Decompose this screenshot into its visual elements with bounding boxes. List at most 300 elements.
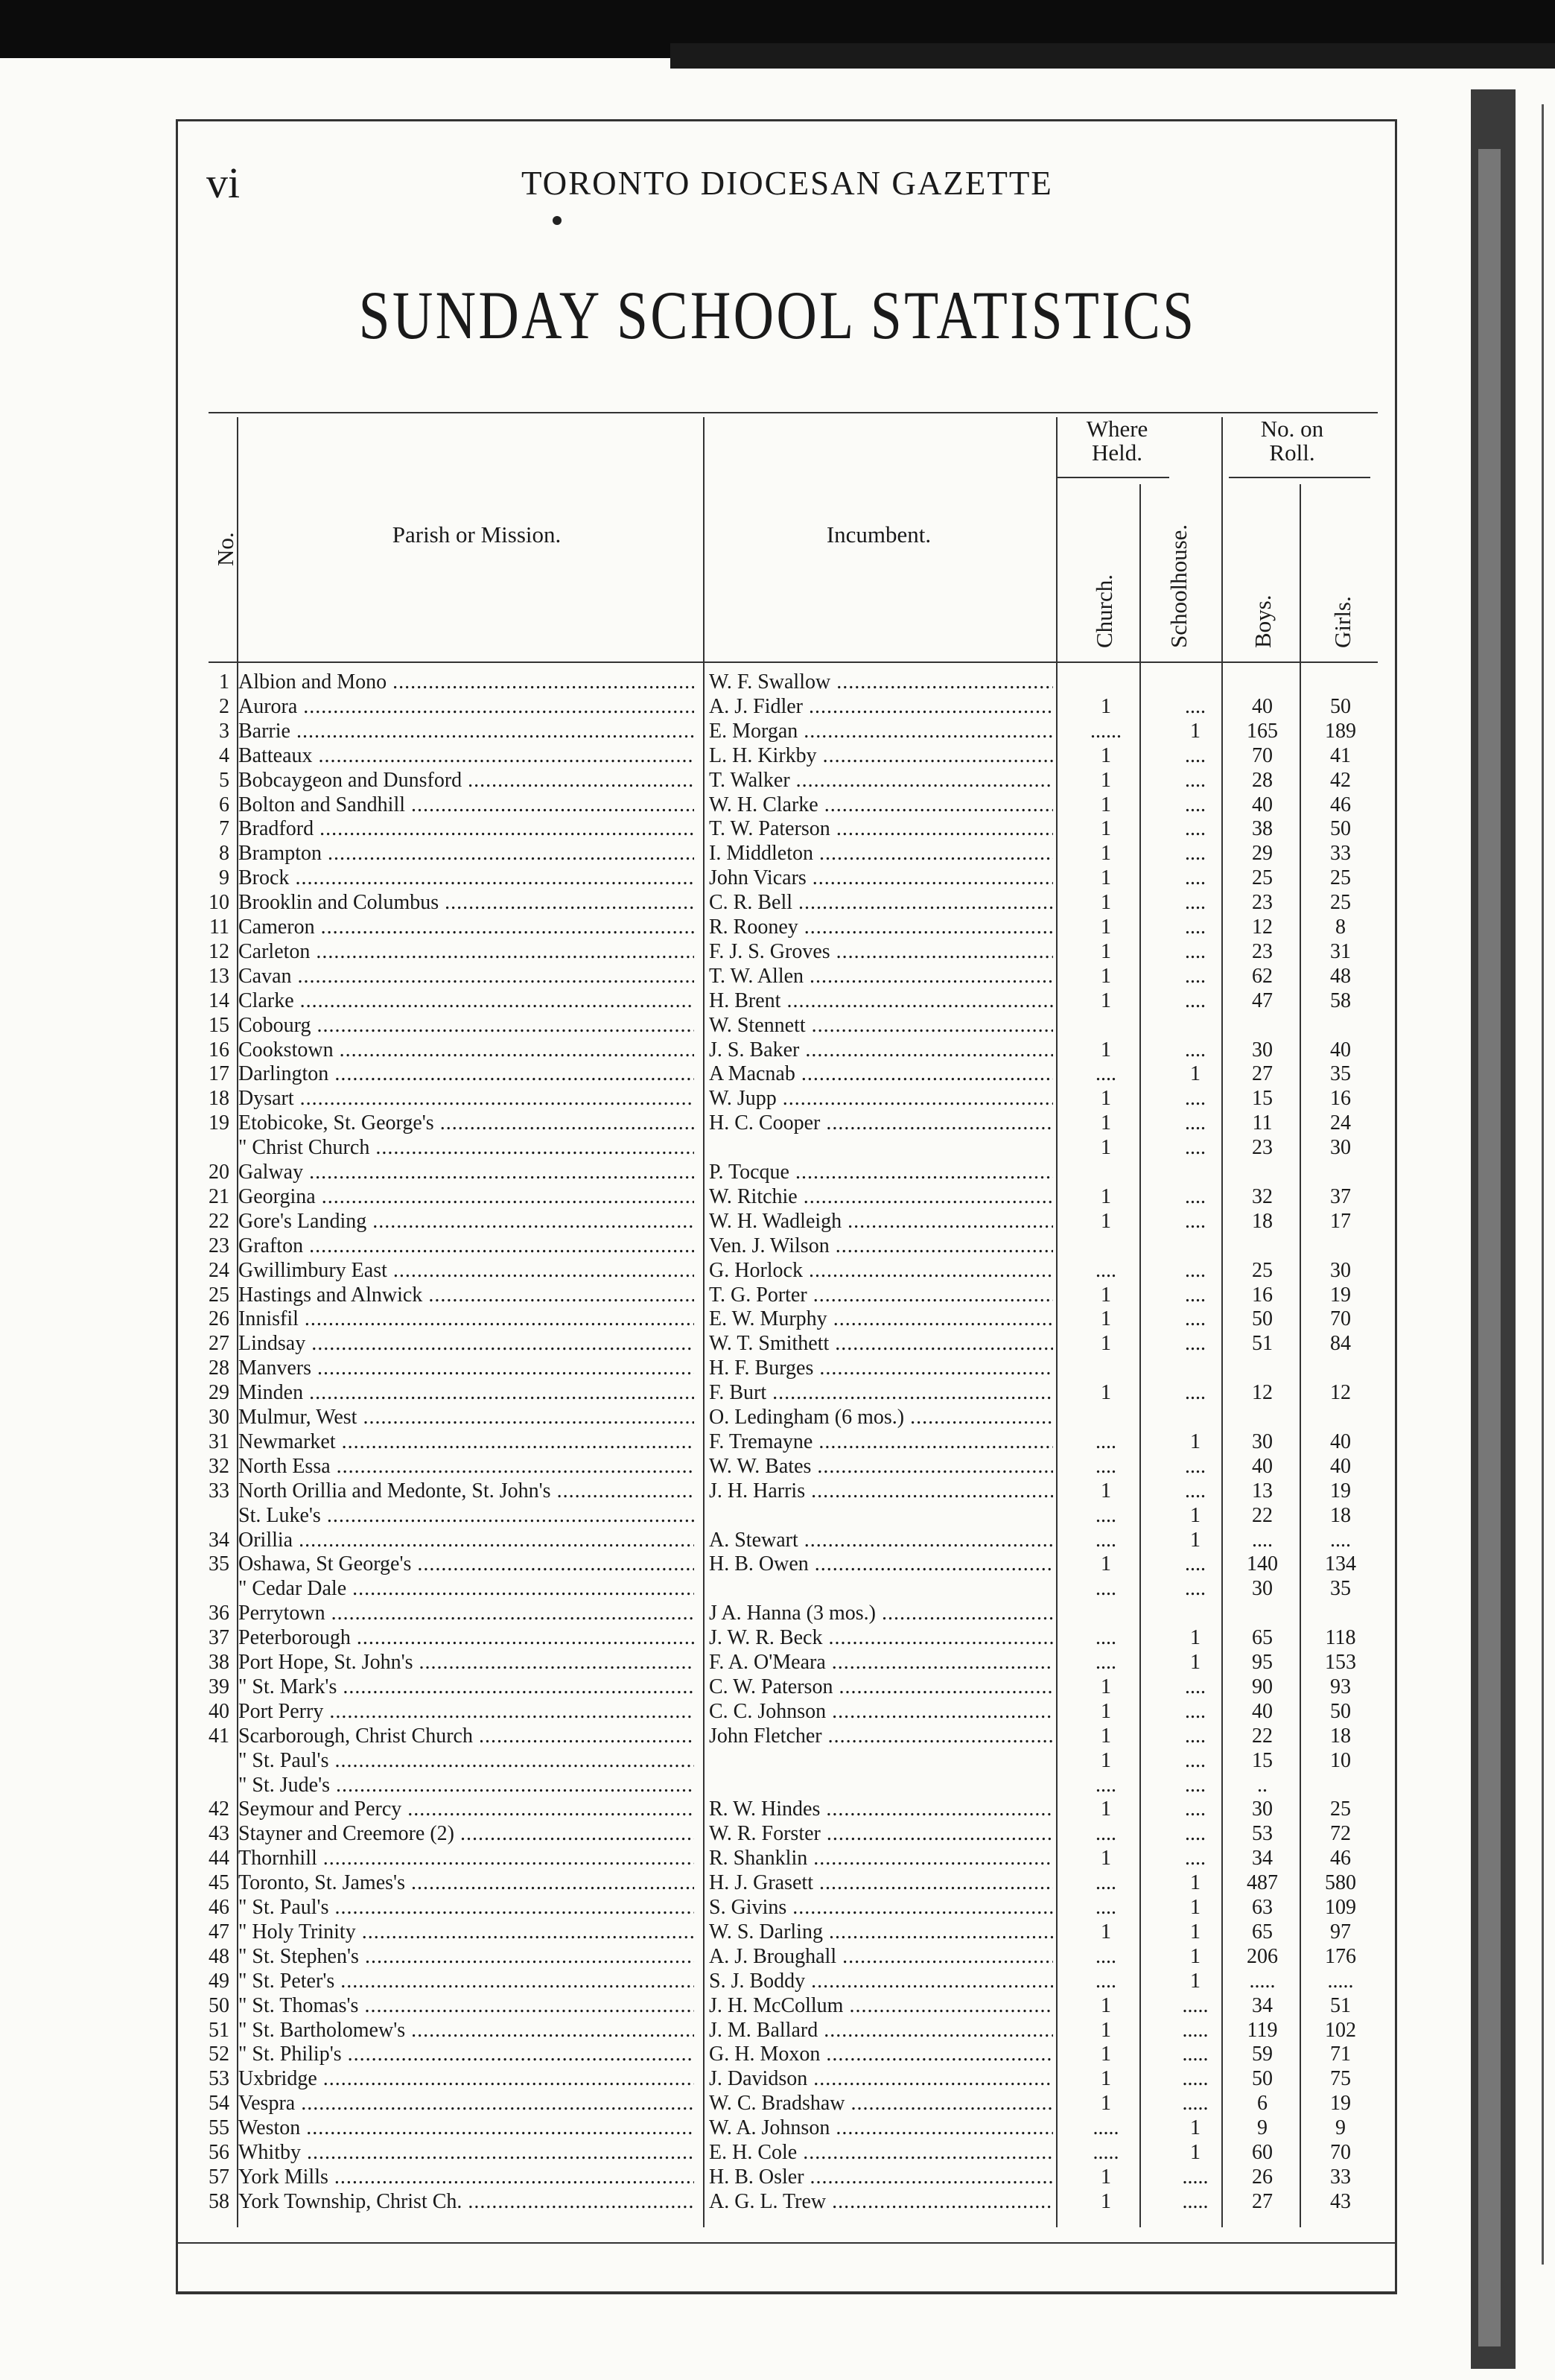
boys-count: 47: [1252, 989, 1273, 1012]
church-count: 1: [1101, 2092, 1111, 2116]
table-row: [0, 1356, 1555, 1380]
church-count: 1: [1101, 891, 1111, 915]
schoolhouse-count: ....: [1185, 1724, 1206, 1748]
incumbent-name: W. C. Bradshaw .....: [709, 2092, 1053, 2116]
table-row: [0, 1675, 1555, 1699]
row-number: 31: [209, 1429, 229, 1453]
parish-name: Barrie .....: [238, 720, 694, 743]
parish-name: Seymour and Percy .....: [238, 1797, 694, 1821]
girls-count: 42: [1330, 768, 1351, 792]
girls-count: 134: [1325, 1552, 1356, 1576]
row-number: 27: [209, 1332, 229, 1356]
boys-count: 40: [1252, 1454, 1273, 1478]
girls-count: 25: [1330, 891, 1351, 915]
boys-count: 30: [1252, 1797, 1273, 1821]
header-parish: Parish or Mission.: [392, 521, 562, 548]
table-row: [0, 965, 1555, 989]
row-number: 41: [209, 1724, 229, 1748]
header-church: Church.: [1091, 574, 1117, 648]
church-count: 1: [1101, 939, 1111, 963]
row-number: 24: [209, 1258, 229, 1282]
girls-count: 70: [1330, 2141, 1351, 2164]
running-head: TORONTO DIOCESAN GAZETTE: [521, 165, 1053, 202]
boys-count: 95: [1252, 1651, 1273, 1674]
incumbent-name: F. Burt .....: [709, 1381, 1053, 1405]
girls-count: .....: [1327, 1969, 1354, 1993]
parish-name: Peterborough .....: [238, 1626, 694, 1650]
church-count: 1: [1101, 1209, 1111, 1233]
boys-count: 12: [1252, 1381, 1273, 1405]
table-row: [0, 1626, 1555, 1650]
incumbent-name: W. Ritchie .....: [709, 1185, 1053, 1209]
girls-count: 37: [1330, 1184, 1351, 1208]
schoolhouse-count: ....: [1185, 1748, 1206, 1772]
schoolhouse-count: ....: [1185, 1209, 1206, 1233]
girls-count: 43: [1330, 2189, 1351, 2213]
boys-count: 16: [1252, 1283, 1273, 1307]
parish-name: Bolton and Sandhill .....: [238, 793, 694, 817]
church-count: 1: [1101, 2189, 1111, 2213]
parish-name: Thornhill .....: [238, 1847, 694, 1870]
incumbent-name: H. B. Osler .....: [709, 2165, 1053, 2189]
table-row: [0, 1259, 1555, 1283]
church-count: 1: [1101, 1087, 1111, 1111]
girls-count: ....: [1330, 1528, 1351, 1552]
girls-count: 75: [1330, 2067, 1351, 2091]
parish-name: Minden .....: [238, 1381, 694, 1405]
boys-count: 206: [1247, 1944, 1278, 1968]
row-number: 20: [209, 1161, 229, 1184]
schoolhouse-count: 1: [1190, 1528, 1201, 1552]
frame-bottom-rule: [176, 2291, 1397, 2294]
incumbent-name: W. Jupp .....: [709, 1087, 1053, 1111]
table-row: [0, 1871, 1555, 1895]
row-number: 50: [209, 1993, 229, 2017]
incumbent-name: A. J. Broughall .....: [709, 1945, 1053, 1969]
church-count: 1: [1101, 989, 1111, 1012]
parish-name: Carleton .....: [238, 940, 694, 964]
girls-count: 48: [1330, 964, 1351, 988]
header-boys: Boys.: [1250, 594, 1276, 648]
table-row: [0, 2067, 1555, 2091]
schoolhouse-count: .....: [1182, 2018, 1209, 2042]
parish-name: Lindsay .....: [238, 1332, 694, 1356]
row-number: 30: [209, 1406, 229, 1429]
incumbent-name: J. S. Baker .....: [709, 1038, 1053, 1062]
boys-count: 60: [1252, 2141, 1273, 2164]
incumbent-name: Ven. J. Wilson .....: [709, 1234, 1053, 1258]
scan-edge-top-shadow: [670, 43, 1555, 69]
table-top-rule: [209, 412, 1378, 413]
ornament-dot: [553, 216, 562, 225]
girls-count: 46: [1330, 793, 1351, 816]
incumbent-name: J. W. R. Beck .....: [709, 1626, 1053, 1650]
incumbent-name: T. W. Allen .....: [709, 965, 1053, 989]
table-row: [0, 744, 1555, 768]
boys-count: 25: [1252, 1258, 1273, 1282]
row-number: 55: [209, 2116, 229, 2140]
girls-count: 30: [1330, 1136, 1351, 1160]
incumbent-name: H. B. Owen .....: [709, 1552, 1053, 1576]
table-row: [0, 1111, 1555, 1135]
church-count: 1: [1101, 743, 1111, 767]
boys-count: 487: [1247, 1871, 1278, 1895]
schoolhouse-count: 1: [1190, 1896, 1201, 1919]
row-number: 28: [209, 1356, 229, 1380]
girls-count: 40: [1330, 1429, 1351, 1453]
incumbent-name: W. H. Wadleigh .....: [709, 1210, 1053, 1234]
boys-count: 25: [1252, 866, 1273, 890]
schoolhouse-count: .....: [1182, 2165, 1209, 2189]
table-row: [0, 1062, 1555, 1086]
table-row: [0, 1210, 1555, 1234]
parish-name: Vespra .....: [238, 2092, 694, 2116]
schoolhouse-count: 1: [1190, 2141, 1201, 2164]
girls-count: 8: [1335, 915, 1346, 939]
header-girls: Girls.: [1329, 596, 1355, 648]
parish-name: Brampton .....: [238, 842, 694, 866]
incumbent-name: J. Davidson .....: [709, 2067, 1053, 2091]
table-row: [0, 1651, 1555, 1675]
table-row: [0, 1945, 1555, 1969]
row-number: 12: [209, 939, 229, 963]
girls-count: 31: [1330, 939, 1351, 963]
row-number: 29: [209, 1381, 229, 1405]
row-number: 2: [219, 694, 229, 718]
parish-name: North Essa .....: [238, 1455, 694, 1479]
boys-count: 53: [1252, 1822, 1273, 1846]
table-row: [0, 2165, 1555, 2189]
church-count: ....: [1096, 1822, 1116, 1846]
church-count: ....: [1096, 1969, 1116, 1993]
row-number: 1: [219, 670, 229, 694]
church-count: ....: [1096, 1577, 1116, 1601]
church-count: ......: [1090, 719, 1122, 743]
schoolhouse-count: ....: [1185, 1454, 1206, 1478]
girls-count: 18: [1330, 1503, 1351, 1527]
church-count: ....: [1096, 1062, 1116, 1086]
row-number: 6: [219, 793, 229, 816]
boys-count: 65: [1252, 1920, 1273, 1943]
schoolhouse-count: ....: [1185, 1479, 1206, 1502]
schoolhouse-count: 1: [1190, 719, 1201, 743]
table-row: [0, 891, 1555, 915]
church-count: 1: [1101, 1038, 1111, 1062]
page-title: SUNDAY SCHOOL STATISTICS: [358, 277, 1197, 353]
schoolhouse-count: ....: [1185, 989, 1206, 1012]
table-row: [0, 793, 1555, 817]
parish-name: " St. Thomas's .....: [238, 1994, 694, 2018]
schoolhouse-count: .....: [1182, 2043, 1209, 2066]
row-number: 5: [219, 768, 229, 792]
parish-name: Dysart .....: [238, 1087, 694, 1111]
girls-count: 30: [1330, 1258, 1351, 1282]
schoolhouse-count: ....: [1185, 1307, 1206, 1331]
row-number: 38: [209, 1651, 229, 1674]
table-row: [0, 2190, 1555, 2214]
boys-count: 28: [1252, 768, 1273, 792]
incumbent-name: T. Walker .....: [709, 769, 1053, 793]
boys-count: 27: [1252, 1062, 1273, 1086]
boys-count: 27: [1252, 2189, 1273, 2213]
table-row: [0, 1529, 1555, 1552]
incumbent-name: I. Middleton .....: [709, 842, 1053, 866]
row-number: 9: [219, 866, 229, 890]
parish-name: " Holy Trinity .....: [238, 1920, 694, 1944]
parish-name: Darlington .....: [238, 1062, 694, 1086]
incumbent-name: F. Tremayne .....: [709, 1430, 1053, 1454]
table-row: [0, 817, 1555, 841]
schoolhouse-count: ....: [1185, 939, 1206, 963]
church-count: 1: [1101, 1797, 1111, 1821]
incumbent-name: John Vicars .....: [709, 866, 1053, 890]
schoolhouse-count: ....: [1185, 915, 1206, 939]
boys-count: 30: [1252, 1429, 1273, 1453]
boys-count: 70: [1252, 743, 1273, 767]
table-row: [0, 1479, 1555, 1503]
table-row: [0, 1504, 1555, 1528]
schoolhouse-count: ....: [1185, 1258, 1206, 1282]
girls-count: 71: [1330, 2043, 1351, 2066]
girls-count: 19: [1330, 2092, 1351, 2116]
row-number: 36: [209, 1602, 229, 1625]
schoolhouse-count: 1: [1190, 2116, 1201, 2140]
parish-name: Mulmur, West .....: [238, 1406, 694, 1429]
table-row: [0, 1822, 1555, 1846]
boys-count: 15: [1252, 1087, 1273, 1111]
incumbent-name: W. S. Darling .....: [709, 1920, 1053, 1944]
row-number: 14: [209, 989, 229, 1012]
girls-count: 25: [1330, 866, 1351, 890]
incumbent-name: W. Stennett .....: [709, 1014, 1053, 1038]
boys-count: 62: [1252, 964, 1273, 988]
table-row: [0, 1332, 1555, 1356]
incumbent-name: J. H. McCollum .....: [709, 1994, 1053, 2018]
girls-count: 84: [1330, 1332, 1351, 1356]
row-number: 8: [219, 842, 229, 866]
parish-name: Whitby .....: [238, 2141, 694, 2165]
girls-count: 102: [1325, 2018, 1356, 2042]
parish-name: Brooklin and Columbus .....: [238, 891, 694, 915]
incumbent-name: G. Horlock .....: [709, 1259, 1053, 1283]
parish-name: St. Luke's .....: [238, 1504, 694, 1528]
header-schoolhouse: Schoolhouse.: [1166, 524, 1192, 648]
church-count: 1: [1101, 866, 1111, 890]
table-row: [0, 1014, 1555, 1038]
girls-count: 58: [1330, 989, 1351, 1012]
incumbent-name: W. T. Smithett .....: [709, 1332, 1053, 1356]
parish-name: Bradford .....: [238, 817, 694, 841]
schoolhouse-count: ....: [1185, 793, 1206, 816]
girls-count: 118: [1325, 1626, 1356, 1650]
girls-count: 176: [1325, 1944, 1356, 1968]
table-row: [0, 1283, 1555, 1307]
church-count: 1: [1101, 793, 1111, 816]
boys-count: 50: [1252, 2067, 1273, 2091]
table-row: [0, 2019, 1555, 2043]
incumbent-name: C. R. Bell .....: [709, 891, 1053, 915]
girls-count: 40: [1330, 1038, 1351, 1062]
schoolhouse-count: 1: [1190, 1626, 1201, 1650]
boys-count: .....: [1249, 1969, 1276, 1993]
church-count: ....: [1096, 1626, 1116, 1650]
table-row: [0, 2043, 1555, 2066]
church-count: ....: [1096, 1454, 1116, 1478]
boys-count: 9: [1257, 2116, 1268, 2140]
incumbent-name: C. W. Paterson .....: [709, 1675, 1053, 1699]
incumbent-name: S. Givins .....: [709, 1896, 1053, 1920]
girls-count: 12: [1330, 1381, 1351, 1405]
row-number: 10: [209, 891, 229, 915]
page-number: vi: [206, 159, 241, 207]
row-number: 7: [219, 817, 229, 841]
boys-count: 15: [1252, 1748, 1273, 1772]
row-number: 46: [209, 1896, 229, 1919]
table-bottom-rule: [176, 2242, 1397, 2244]
table-row: [0, 1724, 1555, 1748]
girls-count: 109: [1325, 1896, 1356, 1919]
schoolhouse-count: ....: [1185, 768, 1206, 792]
row-number: 17: [209, 1062, 229, 1086]
incumbent-name: H. C. Cooper .....: [709, 1111, 1053, 1135]
parish-name: " St. Paul's .....: [238, 1896, 694, 1920]
table-row: [0, 1847, 1555, 1870]
schoolhouse-count: ....: [1185, 694, 1206, 718]
table-row: [0, 1406, 1555, 1429]
boys-count: 11: [1252, 1111, 1273, 1135]
row-number: 45: [209, 1871, 229, 1895]
parish-name: Albion and Mono .....: [238, 670, 694, 694]
church-count: ....: [1096, 1528, 1116, 1552]
parish-name: Orillia .....: [238, 1529, 694, 1552]
incumbent-name: C. C. Johnson .....: [709, 1700, 1053, 1724]
row-number: 21: [209, 1184, 229, 1208]
girls-count: 50: [1330, 817, 1351, 841]
girls-count: 97: [1330, 1920, 1351, 1943]
parish-name: North Orillia and Medonte, St. John's .....: [238, 1479, 694, 1503]
table-row: [0, 2116, 1555, 2140]
table-row: [0, 1038, 1555, 1062]
parish-name: " St. Mark's .....: [238, 1675, 694, 1699]
girls-count: 93: [1330, 1675, 1351, 1698]
boys-count: 140: [1247, 1552, 1278, 1576]
church-count: 1: [1101, 1675, 1111, 1698]
church-count: 1: [1101, 964, 1111, 988]
schoolhouse-count: ....: [1185, 1038, 1206, 1062]
church-count: .....: [1093, 2116, 1119, 2140]
boys-count: 40: [1252, 694, 1273, 718]
schoolhouse-count: ....: [1185, 1332, 1206, 1356]
boys-count: 26: [1252, 2165, 1273, 2189]
boys-count: 23: [1252, 939, 1273, 963]
boys-count: 22: [1252, 1724, 1273, 1748]
incumbent-name: W. A. Johnson .....: [709, 2116, 1053, 2140]
row-number: 4: [219, 743, 229, 767]
incumbent-name: G. H. Moxon .....: [709, 2043, 1053, 2066]
incumbent-name: P. Tocque .....: [709, 1161, 1053, 1184]
boys-count: 34: [1252, 1993, 1273, 2017]
incumbent-name: A. J. Fidler .....: [709, 695, 1053, 719]
table-row: [0, 940, 1555, 964]
table-row: [0, 866, 1555, 890]
incumbent-name: A. G. L. Trew .....: [709, 2190, 1053, 2214]
table-row: [0, 670, 1555, 694]
header-no: No.: [212, 532, 238, 566]
parish-name: Newmarket .....: [238, 1430, 694, 1454]
incumbent-name: W. F. Swallow .....: [709, 670, 1053, 694]
schoolhouse-count: ....: [1185, 1283, 1206, 1307]
church-count: ....: [1096, 1651, 1116, 1674]
schoolhouse-count: ....: [1185, 1675, 1206, 1698]
table-row: [0, 695, 1555, 719]
boys-count: 59: [1252, 2043, 1273, 2066]
table-row: [0, 1185, 1555, 1209]
girls-count: 10: [1330, 1748, 1351, 1772]
schoolhouse-count: ....: [1185, 964, 1206, 988]
parish-name: Toronto, St. James's .....: [238, 1871, 694, 1895]
church-count: 1: [1101, 768, 1111, 792]
incumbent-name: R. Shanklin .....: [709, 1847, 1053, 1870]
schoolhouse-count: .....: [1182, 2092, 1209, 2116]
schoolhouse-count: 1: [1190, 1062, 1201, 1086]
parish-name: Stayner and Creemore (2) .....: [238, 1822, 694, 1846]
church-count: 1: [1101, 2067, 1111, 2091]
row-number: 33: [209, 1479, 229, 1502]
parish-name: Grafton .....: [238, 1234, 694, 1258]
girls-count: 72: [1330, 1822, 1351, 1846]
girls-count: 50: [1330, 694, 1351, 718]
row-number: 42: [209, 1797, 229, 1821]
incumbent-name: R. W. Hindes .....: [709, 1797, 1053, 1821]
parish-name: Innisfil .....: [238, 1307, 694, 1331]
church-count: 1: [1101, 1479, 1111, 1502]
table-row: [0, 1602, 1555, 1625]
church-count: 1: [1101, 1307, 1111, 1331]
girls-count: 19: [1330, 1479, 1351, 1502]
header-no-on-roll: No. on Roll.: [1260, 416, 1324, 466]
schoolhouse-count: .....: [1182, 1993, 1209, 2017]
schoolhouse-count: 1: [1190, 1944, 1201, 1968]
church-count: 1: [1101, 1184, 1111, 1208]
row-number: 26: [209, 1307, 229, 1331]
girls-count: 33: [1330, 842, 1351, 866]
incumbent-name: O. Ledingham (6 mos.) .....: [709, 1406, 1053, 1429]
schoolhouse-count: 1: [1190, 1969, 1201, 1993]
incumbent-name: R. Rooney .....: [709, 915, 1053, 939]
church-count: 1: [1101, 1748, 1111, 1772]
schoolhouse-count: ....: [1185, 1111, 1206, 1135]
parish-name: " St. Stephen's .....: [238, 1945, 694, 1969]
church-count: 1: [1101, 694, 1111, 718]
row-number: 19: [209, 1111, 229, 1135]
schoolhouse-count: ....: [1185, 743, 1206, 767]
boys-count: 50: [1252, 1307, 1273, 1331]
table-row: [0, 1700, 1555, 1724]
boys-count: 165: [1247, 719, 1278, 743]
parish-name: Scarborough, Christ Church .....: [238, 1724, 694, 1748]
parish-name: Perrytown .....: [238, 1602, 694, 1625]
boys-count: 30: [1252, 1038, 1273, 1062]
parish-name: York Township, Christ Ch. .....: [238, 2190, 694, 2214]
church-count: 1: [1101, 1283, 1111, 1307]
parish-name: " St. Paul's .....: [238, 1749, 694, 1773]
schoolhouse-count: 1: [1190, 1429, 1201, 1453]
row-number: 51: [209, 2018, 229, 2042]
girls-count: 19: [1330, 1283, 1351, 1307]
church-count: 1: [1101, 2043, 1111, 2066]
incumbent-name: E. Morgan .....: [709, 720, 1053, 743]
girls-count: 35: [1330, 1062, 1351, 1086]
